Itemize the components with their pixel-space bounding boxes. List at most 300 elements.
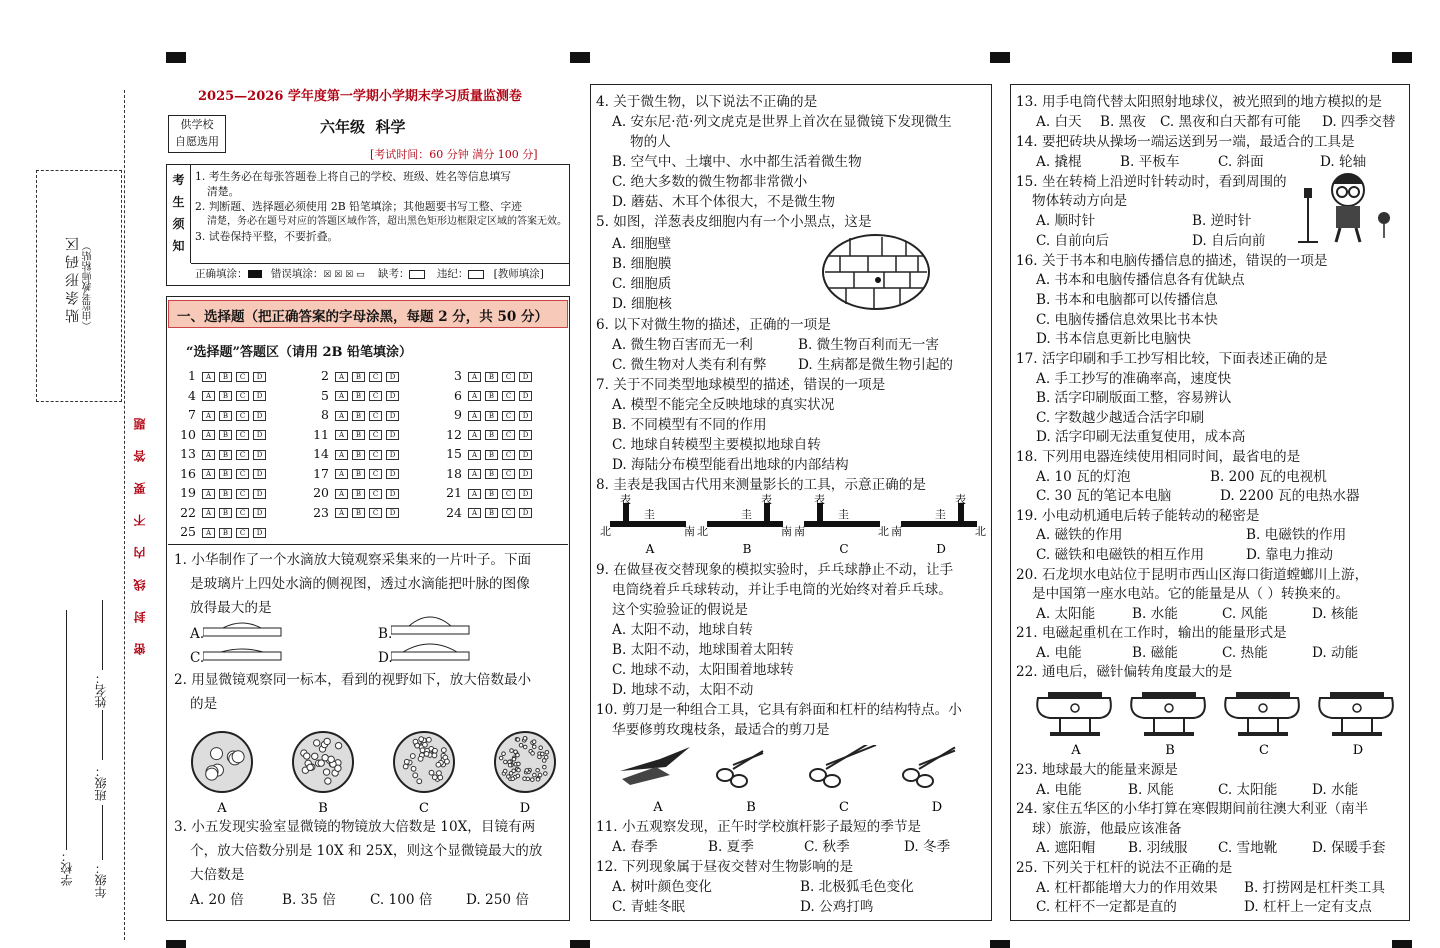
q19-option-a[interactable]: A. 磁铁的作用: [1036, 527, 1123, 543]
answer-bubble[interactable]: C: [369, 391, 382, 401]
answer-bubble[interactable]: D: [519, 430, 532, 440]
q20-option-d[interactable]: D. 核能: [1312, 606, 1359, 622]
answer-row: [176, 503, 270, 522]
answer-bubble[interactable]: C: [236, 450, 249, 460]
cell: [232, 751, 244, 763]
battery: [1142, 692, 1196, 698]
cell: [536, 768, 540, 772]
answer-bubble[interactable]: A: [202, 469, 215, 479]
q14-option-b[interactable]: B. 平板车: [1120, 154, 1180, 170]
answer-row: [309, 386, 403, 405]
answer-bubble[interactable]: A: [335, 411, 348, 421]
answer-bubble[interactable]: C: [369, 469, 382, 479]
q14-option-d[interactable]: D. 轮轴: [1320, 154, 1367, 170]
answer-bubble[interactable]: A: [468, 430, 481, 440]
answer-bubble[interactable]: C: [236, 411, 249, 421]
q24-option-a[interactable]: A. 遮阳帽: [1036, 840, 1096, 856]
cell: [504, 760, 508, 764]
answer-bubble[interactable]: B: [219, 450, 232, 460]
answer-row: [442, 386, 536, 405]
direction-label: 南: [794, 525, 805, 538]
q3-option-d[interactable]: D. 250 倍: [466, 892, 529, 908]
direction-label: 南: [684, 525, 695, 538]
answer-bubble[interactable]: A: [468, 391, 481, 401]
answer-number: 23: [313, 504, 329, 520]
class-label: 班级：: [94, 765, 108, 801]
answer-bubble[interactable]: D: [519, 508, 532, 518]
q15-option-b[interactable]: B. 逆时针: [1192, 213, 1252, 229]
answer-bubble[interactable]: C: [502, 391, 515, 401]
answer-bubble[interactable]: B: [485, 391, 498, 401]
answer-number: 15: [446, 446, 462, 461]
cell: [335, 742, 341, 748]
q23-option-b[interactable]: B. 风能: [1128, 782, 1174, 798]
answer-bubble[interactable]: B: [352, 450, 365, 460]
answer-bubble[interactable]: A: [335, 508, 348, 518]
answer-row: [442, 444, 536, 463]
registration-mark: [1392, 940, 1412, 948]
answer-bubble[interactable]: A: [468, 489, 481, 499]
answer-bubble[interactable]: C: [236, 528, 249, 538]
answer-row: [442, 503, 536, 522]
answer-bubble[interactable]: A: [335, 391, 348, 401]
grade-subject: 六年级 科学: [320, 118, 406, 136]
answer-bubble[interactable]: D: [253, 411, 266, 421]
cell: [417, 779, 422, 784]
cell: [410, 754, 415, 759]
q19-option-c[interactable]: C. 磁铁和电磁铁的相互作用: [1036, 547, 1205, 563]
q17-option-d[interactable]: D. 活字印刷无法重复使用，成本高: [1036, 429, 1246, 445]
answer-number: 10: [180, 426, 196, 442]
answer-bubble[interactable]: D: [519, 411, 532, 421]
cell: [499, 756, 503, 760]
answer-row: [176, 464, 270, 483]
answer-bubble[interactable]: D: [519, 372, 532, 382]
answer-bubble[interactable]: C: [502, 508, 515, 518]
cell: [432, 753, 437, 758]
biao-label: 表: [620, 493, 631, 506]
q25-option-a[interactable]: A. 杠杆都能增大力的作用效果: [1036, 880, 1218, 896]
cell: [304, 753, 310, 759]
cell: [538, 773, 542, 777]
registration-mark: [990, 52, 1010, 63]
q18-option-a[interactable]: A. 10 瓦的灯泡: [1036, 469, 1131, 485]
q23-option-a[interactable]: A. 电能: [1036, 782, 1082, 798]
section1-heading: [168, 300, 568, 328]
answer-row: [309, 444, 403, 463]
q8-option-label: B: [742, 542, 752, 555]
q12-option-d[interactable]: D. 公鸡打鸣: [800, 899, 874, 915]
answer-bubble[interactable]: B: [352, 489, 365, 499]
answer-bubble[interactable]: C: [502, 411, 515, 421]
answer-bubble[interactable]: A: [335, 450, 348, 460]
q7-option-b[interactable]: B. 不同模型有不同的作用: [612, 417, 767, 433]
answer-bubble[interactable]: A: [335, 430, 348, 440]
answer-bubble[interactable]: D: [519, 489, 532, 499]
answer-bubble[interactable]: A: [202, 411, 215, 421]
answer-bubble[interactable]: D: [253, 391, 266, 401]
class-field[interactable]: [102, 710, 103, 760]
q15-option-a[interactable]: A. 顺时针: [1036, 213, 1096, 229]
answer-number: 6: [454, 387, 462, 403]
answer-bubble[interactable]: D: [386, 508, 399, 518]
answer-bubble[interactable]: A: [202, 430, 215, 440]
barcode-area[interactable]: [36, 170, 122, 402]
q25-option-b[interactable]: B. 打捞网是杠杆类工具: [1244, 880, 1385, 896]
answer-row: [176, 405, 270, 424]
answer-bubble[interactable]: D: [253, 489, 266, 499]
q3-line: 个，放大倍数分别是 10X 和 25X，则这个显微镜最大的放: [190, 843, 543, 859]
cell: [532, 740, 536, 744]
answer-bubble[interactable]: B: [219, 508, 232, 518]
q22-option-label: D: [1352, 743, 1364, 758]
answer-row: [176, 444, 270, 463]
answer-bubble[interactable]: D: [253, 430, 266, 440]
q1-line: 1. 小华制作了一个水滴放大镜观察采集来的一片叶子。下面: [174, 552, 532, 568]
answer-bubble[interactable]: B: [485, 489, 498, 499]
q20-stem: 20. 石龙坝水电站位于昆明市西山区海口街道螳螂川上游，: [1016, 567, 1369, 583]
q14-option-a[interactable]: A. 撬棍: [1036, 154, 1082, 170]
q11-option-d[interactable]: D. 冬季: [904, 839, 951, 855]
answer-bubble[interactable]: B: [352, 430, 365, 440]
answer-bubble[interactable]: A: [202, 528, 215, 538]
answer-bubble[interactable]: A: [202, 450, 215, 460]
q15-option-c[interactable]: C. 自前向后: [1036, 233, 1109, 249]
q12-option-b[interactable]: B. 北极狐毛色变化: [800, 879, 914, 895]
answer-bubble[interactable]: C: [236, 489, 249, 499]
q2-view-label: B: [318, 801, 328, 816]
answer-number: 2: [321, 368, 329, 383]
answer-bubble[interactable]: D: [386, 411, 399, 421]
q4-option-a-cont[interactable]: 物的人: [630, 134, 671, 150]
gui-label: 圭: [644, 508, 655, 521]
answer-bubble[interactable]: B: [352, 469, 365, 479]
answer-bubble[interactable]: B: [219, 372, 232, 382]
answer-bubble[interactable]: D: [386, 430, 399, 440]
q24-stem: 球）旅游，他最应该准备: [1032, 821, 1182, 837]
cell: [328, 756, 334, 762]
answer-bubble[interactable]: C: [236, 391, 249, 401]
answer-number: 22: [180, 504, 196, 520]
answer-bubble[interactable]: D: [386, 450, 399, 460]
answer-bubble[interactable]: A: [335, 489, 348, 499]
answer-bubble[interactable]: B: [485, 508, 498, 518]
answer-bubble[interactable]: A: [335, 372, 348, 382]
q17-option-b[interactable]: B. 活字印刷版面工整，容易辨认: [1036, 390, 1232, 406]
q9-option-a[interactable]: A. 太阳不动，地球自转: [612, 622, 753, 638]
q3-option-b[interactable]: B. 35 倍: [282, 892, 336, 908]
answer-bubble[interactable]: B: [485, 450, 498, 460]
answer-bubble[interactable]: D: [253, 528, 266, 538]
q17-option-a[interactable]: A. 手工抄写的准确率高，速度快: [1036, 371, 1232, 387]
cell: [539, 746, 543, 750]
answer-bubble[interactable]: A: [202, 372, 215, 382]
q23-option-d[interactable]: D. 水能: [1312, 782, 1359, 798]
notice-items: [195, 169, 567, 244]
answer-bubble[interactable]: B: [485, 430, 498, 440]
answer-row: [176, 425, 270, 444]
q25-stem: 25. 下列关于杠杆的说法不正确的是: [1016, 860, 1233, 876]
q19-option-d[interactable]: D. 靠电力推动: [1246, 547, 1334, 563]
q11-option-b[interactable]: B. 夏季: [708, 839, 754, 855]
q20-option-a[interactable]: A. 太阳能: [1036, 606, 1096, 622]
q6-stem: 6. 以下对微生物的描述，正确的一项是: [596, 317, 831, 333]
cell: [532, 745, 536, 749]
answer-bubble[interactable]: D: [519, 469, 532, 479]
answer-bubble[interactable]: B: [219, 469, 232, 479]
answer-bubble[interactable]: B: [352, 391, 365, 401]
answer-bubble[interactable]: B: [485, 469, 498, 479]
answer-bubble[interactable]: C: [369, 489, 382, 499]
answer-bubble[interactable]: A: [202, 391, 215, 401]
answer-row: [442, 425, 536, 444]
direction-label: 北: [697, 525, 708, 538]
q16-option-a[interactable]: A. 书本和电脑传播信息各有优缺点: [1036, 272, 1245, 288]
answer-bubble[interactable]: B: [352, 372, 365, 382]
q7-option-a[interactable]: A. 模型不能完全反映地球的真实状况: [612, 397, 835, 413]
answer-bubble[interactable]: C: [502, 469, 515, 479]
answer-bubble[interactable]: C: [236, 430, 249, 440]
answer-bubble[interactable]: C: [369, 508, 382, 518]
seal-line: [124, 90, 125, 940]
answer-bubble[interactable]: D: [386, 372, 399, 382]
answer-bubble[interactable]: D: [519, 391, 532, 401]
q1-drop-b: [391, 612, 471, 640]
answer-bubble[interactable]: C: [236, 372, 249, 382]
answer-bubble[interactable]: D: [386, 391, 399, 401]
answer-bubble[interactable]: B: [352, 411, 365, 421]
cell: [530, 778, 534, 782]
answer-bubble[interactable]: C: [502, 372, 515, 382]
answer-bubble[interactable]: A: [468, 469, 481, 479]
answer-bubble[interactable]: D: [253, 508, 266, 518]
answer-bubble[interactable]: C: [236, 469, 249, 479]
q21-option-b[interactable]: B. 磁能: [1132, 645, 1178, 661]
biao-label: 表: [761, 493, 772, 506]
q13-option-a[interactable]: A. 白天: [1036, 114, 1082, 130]
answer-bubble[interactable]: B: [219, 391, 232, 401]
violation-box[interactable]: [468, 270, 484, 279]
q9-stem: 9. 在做昼夜交替现象的模拟实验时，乒乓球静止不动，让手: [596, 562, 954, 578]
answer-bubble[interactable]: D: [386, 489, 399, 499]
q1-option-c[interactable]: C.: [190, 650, 205, 666]
notice-item: 3. 试卷保持平整，不要折叠。: [195, 230, 339, 243]
q6-option-b[interactable]: B. 微生物百利而无一害: [798, 337, 939, 353]
q1-drop-d: [391, 638, 471, 666]
cell: [314, 740, 320, 746]
q16-option-c[interactable]: C. 电脑传播信息效果比书本快: [1036, 312, 1218, 328]
answer-bubble[interactable]: A: [202, 489, 215, 499]
answer-bubble[interactable]: A: [335, 469, 348, 479]
q21-option-a[interactable]: A. 电能: [1036, 645, 1082, 661]
registration-mark: [1392, 52, 1412, 63]
q15-option-d[interactable]: D. 自后向前: [1192, 233, 1266, 249]
answer-bubble[interactable]: B: [219, 528, 232, 538]
direction-label: 北: [878, 525, 889, 538]
q20-option-b[interactable]: B. 水能: [1132, 606, 1178, 622]
answer-row: [442, 483, 536, 502]
q13-stem: 13. 用手电筒代替太阳照射地球仪，被光照到的地方模拟的是: [1016, 94, 1382, 110]
answer-bubble[interactable]: B: [485, 372, 498, 382]
q10-option-label: C: [839, 800, 849, 815]
direction-label: 南: [891, 525, 902, 538]
answer-number: 16: [180, 465, 196, 481]
answer-bubble[interactable]: A: [468, 411, 481, 421]
answer-number: 18: [446, 465, 462, 481]
q18-option-c[interactable]: C. 30 瓦的笔记本电脑: [1036, 488, 1172, 504]
cell: [511, 777, 515, 781]
answer-bubble[interactable]: D: [253, 372, 266, 382]
registration-mark: [570, 52, 590, 63]
q24-option-d[interactable]: D. 保暖手套: [1312, 840, 1386, 856]
q16-option-d[interactable]: D. 书本信息更新比电脑快: [1036, 331, 1191, 347]
answer-bubble[interactable]: D: [253, 450, 266, 460]
q9-option-d[interactable]: D. 地球不动，太阳不动: [612, 682, 754, 698]
q6-option-d[interactable]: D. 生病都是微生物引起的: [798, 357, 953, 373]
q4-option-b[interactable]: B. 空气中、土壤中、水中都生活着微生物: [612, 154, 862, 170]
answer-bubble[interactable]: C: [369, 372, 382, 382]
cell: [538, 755, 542, 759]
q11-option-c[interactable]: C. 秋季: [804, 839, 850, 855]
school-optional-box: [168, 115, 226, 153]
q1-option-d[interactable]: D.: [378, 650, 393, 666]
q5-option-a[interactable]: A. 细胞壁: [612, 236, 672, 252]
answer-bubble[interactable]: B: [485, 411, 498, 421]
gui-base: [610, 521, 686, 527]
answer-bubble[interactable]: C: [502, 450, 515, 460]
q18-option-b[interactable]: B. 200 瓦的电视机: [1210, 469, 1327, 485]
answer-bubble[interactable]: D: [386, 469, 399, 479]
q5-option-b[interactable]: B. 细胞膜: [612, 256, 672, 272]
q9-option-b[interactable]: B. 太阳不动，地球围着太阳转: [612, 642, 794, 658]
q5-onion-cells: [820, 232, 932, 312]
q16-option-b[interactable]: B. 书本和电脑都可以传播信息: [1036, 292, 1218, 308]
q25-option-d[interactable]: D. 杠杆上一定有支点: [1244, 899, 1372, 915]
q20-option-c[interactable]: C. 风能: [1222, 606, 1268, 622]
answer-bubble[interactable]: A: [468, 450, 481, 460]
q13-option-d[interactable]: D. 四季交替: [1322, 114, 1396, 130]
answer-bubble[interactable]: A: [202, 508, 215, 518]
q16-stem: 16. 关于书本和电脑传播信息的描述，错误的一项是: [1016, 253, 1328, 269]
cell: [420, 748, 425, 753]
name-field[interactable]: [102, 600, 103, 670]
q23-option-c[interactable]: C. 太阳能: [1218, 782, 1278, 798]
cell: [307, 764, 313, 770]
q6-option-a[interactable]: A. 微生物百害而无一利: [612, 337, 753, 353]
answer-number: 14: [313, 446, 329, 461]
answer-bubble[interactable]: B: [219, 411, 232, 421]
missing-box[interactable]: [409, 270, 425, 279]
answer-bubble[interactable]: B: [352, 508, 365, 518]
q5-option-d[interactable]: D. 细胞核: [612, 296, 672, 312]
q11-stem: 11. 小五观察发现，正午时学校旗杆影子最短的季节是: [596, 819, 922, 835]
biao-label: 表: [814, 493, 825, 506]
q4-option-a[interactable]: A. 安东尼·范·列文虎克是世界上首次在显微镜下发现微生: [612, 114, 952, 130]
q19-option-b[interactable]: B. 电磁铁的作用: [1246, 527, 1347, 543]
answer-bubble[interactable]: C: [502, 489, 515, 499]
q9-option-c[interactable]: C. 地球不动，太阳围着地球转: [612, 662, 794, 678]
q24-option-c[interactable]: C. 雪地靴: [1218, 840, 1278, 856]
scissors-handle: [917, 775, 933, 787]
q13-option-b[interactable]: B. 黑夜: [1100, 114, 1146, 130]
scissors-handle: [824, 775, 840, 787]
answer-bubble[interactable]: C: [369, 450, 382, 460]
q18-stem: 18. 下列用电器连续使用相同时间，最省电的是: [1016, 449, 1301, 465]
answer-bubble[interactable]: D: [253, 469, 266, 479]
school-field[interactable]: [66, 610, 67, 850]
q11-option-a[interactable]: A. 春季: [612, 839, 658, 855]
q3-line: 大倍数是: [190, 867, 245, 883]
answer-bubble[interactable]: A: [468, 508, 481, 518]
q12-option-a[interactable]: A. 树叶颜色变化: [612, 879, 713, 895]
notice-side-char: 考: [172, 173, 185, 187]
cell: [512, 769, 516, 773]
cell: [523, 777, 527, 781]
answer-row: [309, 464, 403, 483]
q1-option-b[interactable]: B.: [378, 626, 393, 642]
answer-number: 25: [180, 524, 196, 539]
answer-row: [176, 366, 270, 385]
q14-option-c[interactable]: C. 斜面: [1218, 154, 1264, 170]
q6-option-c[interactable]: C. 微生物对人类有利有弊: [612, 357, 767, 373]
cell: [531, 752, 535, 756]
notice-box: [166, 164, 570, 286]
q21-option-d[interactable]: D. 动能: [1312, 645, 1359, 661]
answer-row: [442, 366, 536, 385]
q3-option-c[interactable]: C. 100 倍: [370, 892, 433, 908]
q5-option-c[interactable]: C. 细胞质: [612, 276, 672, 292]
direction-label: 北: [600, 525, 611, 538]
answer-bubble[interactable]: B: [219, 489, 232, 499]
q12-option-c[interactable]: C. 青蛙冬眠: [612, 899, 685, 915]
answer-bubble[interactable]: B: [219, 430, 232, 440]
q22-option-label: A: [1071, 743, 1081, 758]
answer-bubble[interactable]: D: [519, 450, 532, 460]
q24-option-b[interactable]: B. 羽绒服: [1128, 840, 1188, 856]
q12-stem: 12. 下列现象属于昼夜交替对生物影响的是: [596, 859, 854, 875]
answer-row: [176, 522, 270, 541]
gui-base: [707, 521, 783, 527]
q1-option-a[interactable]: A.: [190, 626, 205, 642]
q10-option-label: D: [931, 800, 943, 815]
cell: [516, 774, 520, 778]
answer-bubble[interactable]: C: [369, 430, 382, 440]
cell: [424, 751, 429, 756]
answer-bubble[interactable]: A: [468, 372, 481, 382]
scissors-blade: [733, 753, 763, 765]
fill-example-row: [191, 263, 569, 285]
cell: [544, 755, 548, 759]
grade-field[interactable]: [102, 805, 103, 860]
answer-row: [176, 483, 270, 502]
q4-option-c[interactable]: C. 绝大多数的微生物都非常微小: [612, 174, 808, 190]
q7-option-d[interactable]: D. 海陆分布模型能看出地球的内部结构: [612, 457, 849, 473]
answer-bubble[interactable]: C: [236, 508, 249, 518]
answer-bubble[interactable]: C: [369, 411, 382, 421]
q4-option-d[interactable]: D. 蘑菇、木耳个体很大，不是微生物: [612, 194, 835, 210]
q25-option-c[interactable]: C. 杠杆不一定都是直的: [1036, 899, 1177, 915]
q17-option-c[interactable]: C. 字数越少越适合活字印刷: [1036, 410, 1205, 426]
q13-option-c[interactable]: C. 黑夜和白天都有可能: [1160, 114, 1301, 130]
answer-bubble[interactable]: C: [502, 430, 515, 440]
answer-number: 12: [446, 426, 462, 442]
q21-option-c[interactable]: C. 热能: [1222, 645, 1268, 661]
answer-row: [309, 503, 403, 522]
q7-option-c[interactable]: C. 地球自转模型主要模拟地球自转: [612, 437, 821, 453]
q18-option-d[interactable]: D. 2200 瓦的电热水器: [1220, 488, 1360, 504]
q10-stem: 10. 剪刀是一种组合工具，它具有斜面和杠杆的结构特点。小: [596, 702, 962, 718]
q3-option-a[interactable]: A. 20 倍: [190, 892, 244, 908]
